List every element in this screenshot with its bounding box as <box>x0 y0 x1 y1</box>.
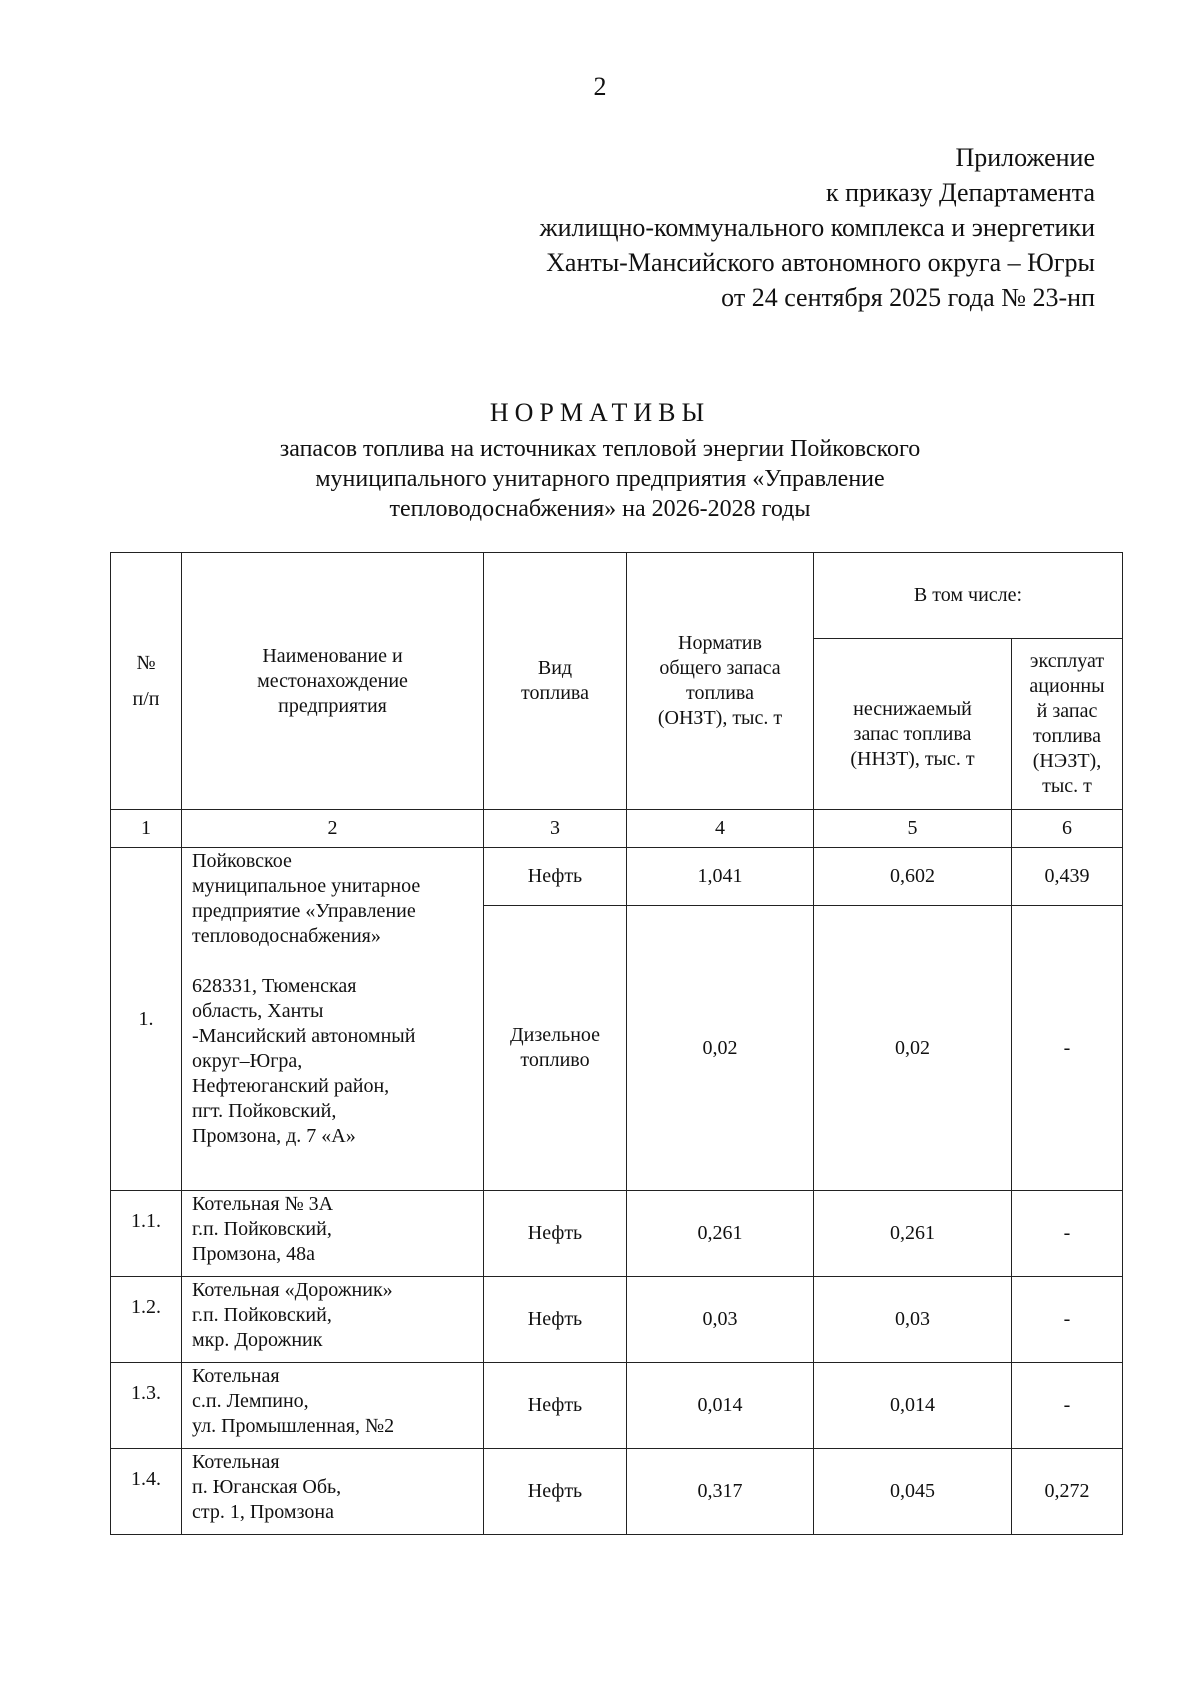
nnzt-value: 0,602 <box>814 848 1012 906</box>
cell-line: тепловодоснабжения» <box>192 925 381 947</box>
appendix-line: от 24 сентября 2025 года № 23-нп <box>721 283 1095 312</box>
cell-line: мкр. Дорожник <box>192 1329 323 1351</box>
cell-line: область, Ханты <box>192 1000 324 1022</box>
cell-line: тыс. т <box>1042 775 1092 797</box>
cell-line: -Мансийский автономный <box>192 1025 416 1047</box>
cell-line: местонахождение <box>257 669 408 692</box>
cell-line: Промзона, 48а <box>192 1243 315 1265</box>
column-number: 6 <box>1012 810 1123 848</box>
fuel-type: Нефть <box>484 1363 627 1449</box>
column-number: 2 <box>182 810 484 848</box>
nezt-value: 0,439 <box>1012 848 1123 906</box>
cell-line: Промзона, д. 7 «А» <box>192 1125 356 1147</box>
cell-line: топлива <box>521 682 589 704</box>
subtitle-line: тепловодоснабжения» на 2026-2028 годы <box>389 496 811 522</box>
fuel-type <box>484 906 627 1191</box>
column-number: 4 <box>627 810 814 848</box>
column-number-row <box>111 810 1123 848</box>
cell-line: (ННЗТ), тыс. т <box>850 747 975 770</box>
cell-line: предприятие «Управление <box>192 900 416 922</box>
header-nnzt <box>814 639 1012 810</box>
appendix-block <box>540 140 1095 315</box>
page-number: 2 <box>593 72 607 101</box>
cell-line: п. Юганская Обь, <box>192 1476 342 1498</box>
column-number: 5 <box>814 810 1012 848</box>
nnzt-value: 0,02 <box>814 906 1012 1191</box>
fuel-type: Нефть <box>484 1277 627 1363</box>
appendix-line: жилищно-коммунального комплекса и энергетики <box>539 213 1095 242</box>
fuel-type <box>484 848 627 906</box>
appendix-line: Ханты-Мансийского автономного округа – Югры <box>546 248 1095 277</box>
row-number: 1.4. <box>111 1449 182 1535</box>
cell-line: Пойковское <box>192 850 292 872</box>
table-row <box>111 1277 1123 1363</box>
document-subtitle <box>0 434 1200 524</box>
fuel-norms-table <box>110 552 1123 1535</box>
cell-line <box>192 949 479 974</box>
header-nezt <box>1012 639 1123 810</box>
cell-line: с.п. Лемпино, <box>192 1390 309 1412</box>
cell-line: Норматив <box>678 632 762 654</box>
cell-line: Котельная <box>192 1451 280 1473</box>
header-including: В том числе: <box>814 553 1123 639</box>
onzt-value: 0,317 <box>627 1449 814 1535</box>
table-body <box>111 553 1123 1535</box>
cell-line: Котельная «Дорожник» <box>192 1279 393 1301</box>
header-name <box>182 553 484 810</box>
cell-line: общего запаса <box>659 657 781 679</box>
nezt-value: - <box>1012 1277 1123 1363</box>
onzt-value: 0,261 <box>627 1191 814 1277</box>
cell-line: (НЭЗТ), <box>1032 750 1102 772</box>
table-row <box>111 1191 1123 1277</box>
row-number: 1.1. <box>111 1191 182 1277</box>
cell-line: Котельная № 3А <box>192 1193 334 1215</box>
nnzt-value: 0,014 <box>814 1363 1012 1449</box>
header-row <box>111 553 1123 639</box>
cell-line: топлива <box>686 682 754 704</box>
cell-line: Наименование и <box>262 644 403 667</box>
nezt-value: - <box>1012 1363 1123 1449</box>
cell-line: (ОНЗТ), тыс. т <box>657 707 783 729</box>
boiler-name <box>182 1277 484 1363</box>
cell-line: № <box>136 652 156 674</box>
cell-line: 628331, Тюменская <box>192 975 357 997</box>
cell-line: топлива <box>1033 725 1101 747</box>
nezt-value: 0,272 <box>1012 1449 1123 1535</box>
document-title: НОРМАТИВЫ <box>489 398 711 427</box>
nnzt-value: 0,045 <box>814 1449 1012 1535</box>
nnzt-value: 0,03 <box>814 1277 1012 1363</box>
cell-line: стр. 1, Промзона <box>192 1501 334 1523</box>
column-number: 3 <box>484 810 627 848</box>
cell-line: топливо <box>520 1049 590 1071</box>
nezt-value: - <box>1012 1191 1123 1277</box>
row-number: 1.3. <box>111 1363 182 1449</box>
nezt-value: - <box>1012 906 1123 1191</box>
onzt-value: 1,041 <box>627 848 814 906</box>
cell-line: неснижаемый <box>853 697 972 720</box>
column-number: 1 <box>111 810 182 848</box>
fuel-type: Нефть <box>484 1449 627 1535</box>
cell-line: Нефтеюганский район, <box>192 1075 390 1097</box>
cell-line: й запас <box>1036 700 1098 722</box>
cell-line: Котельная <box>192 1365 280 1387</box>
onzt-value: 0,02 <box>627 906 814 1191</box>
appendix-line: к приказу Департамента <box>825 178 1095 207</box>
table-row <box>111 1363 1123 1449</box>
cell-line: пгт. Пойковский, <box>192 1100 337 1122</box>
enterprise-name <box>182 848 484 1191</box>
appendix-line: Приложение <box>955 143 1095 172</box>
cell-line: г.п. Пойковский, <box>192 1304 332 1326</box>
cell-line: запас топлива <box>853 722 972 745</box>
row-number: 1. <box>111 848 182 1191</box>
onzt-value: 0,03 <box>627 1277 814 1363</box>
cell-line: эксплуат <box>1029 650 1105 672</box>
boiler-name <box>182 1449 484 1535</box>
fuel-type: Нефть <box>484 1191 627 1277</box>
cell-line: ул. Промышленная, №2 <box>192 1415 395 1437</box>
cell-line: ационны <box>1029 675 1105 697</box>
cell-line: муниципальное унитарное <box>192 875 421 897</box>
cell-line: Нефть <box>527 865 583 887</box>
onzt-value: 0,014 <box>627 1363 814 1449</box>
cell-line: п/п <box>132 688 160 710</box>
row-number: 1.2. <box>111 1277 182 1363</box>
boiler-name <box>182 1191 484 1277</box>
boiler-name <box>182 1363 484 1449</box>
cell-line: Дизельное <box>509 1024 601 1046</box>
header-fuel <box>484 553 627 810</box>
cell-line: г.п. Пойковский, <box>192 1218 332 1240</box>
nnzt-value: 0,261 <box>814 1191 1012 1277</box>
cell-line: предприятия <box>278 694 387 717</box>
subtitle-line: запасов топлива на источниках тепловой энергии Пойковского <box>279 436 921 462</box>
header-no <box>111 553 182 810</box>
table-row <box>111 1449 1123 1535</box>
table-row <box>111 848 1123 906</box>
cell-line: округ–Югра, <box>192 1050 303 1072</box>
header-onzt <box>627 553 814 810</box>
subtitle-line: муниципального унитарного предприятия «Управление <box>315 466 885 492</box>
cell-line: Вид <box>537 657 573 679</box>
